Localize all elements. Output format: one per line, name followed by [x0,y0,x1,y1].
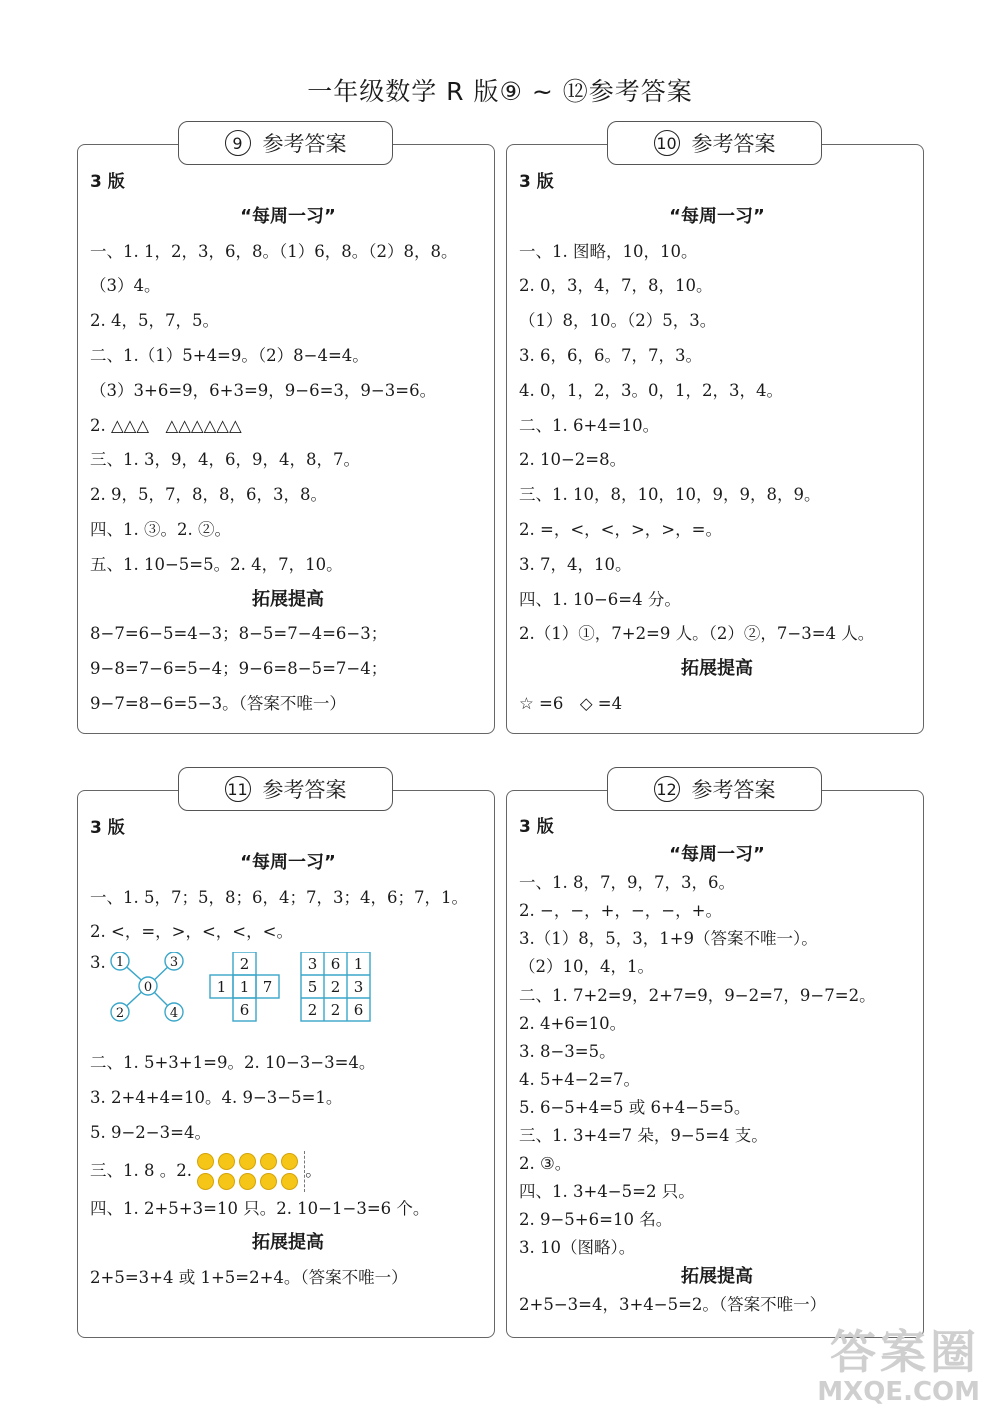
star-center: 0 [143,980,153,996]
dot [281,1173,298,1190]
answer-line: 3. 6，6，6。7，7，3。 [519,345,702,365]
answer-line: 2. ③。 [519,1154,572,1174]
answer-line: （3）4。 [90,276,161,296]
star-node: 3 [169,955,179,971]
cross-cell: 7 [262,978,273,997]
answer-panel-12 [506,790,924,1338]
answer-line: 3. 8−3=5。 [519,1041,616,1061]
answer-line: 二、1. 5+3+1=9。2. 10−3−3=4。 [90,1053,376,1073]
answer-line: 五、1. 10−5=5。2. 4，7，10。 [90,554,343,574]
answer-line: 四、1. 2+5+3=10 只。2. 10−1−3=6 个。 [90,1198,430,1218]
tab-label: 参考答案 [262,132,347,156]
panel-10-tab [607,121,822,165]
dot [260,1173,277,1190]
grid-cell: 2 [330,1001,341,1020]
section-heading: “每周一习” [669,844,765,866]
dot [197,1153,214,1170]
extension-heading: 拓展提高 [681,1265,753,1287]
watermark-logo [817,1326,980,1406]
panel-11-content [90,811,486,1296]
extension-heading: 拓展提高 [681,658,753,680]
grid-cell: 1 [353,955,364,974]
cross-cell: 1 [239,978,250,997]
edition-label: 3 版 [519,172,554,192]
circled-number-12: 12 [654,776,680,802]
grid-cell: 6 [330,955,341,974]
answer-line: 三、1. 10，8，10，10，9，9，8，9。 [519,485,821,505]
section-heading: “每周一习” [240,205,336,227]
answer-line: 2. −，−，+，−，−，+。 [519,901,722,921]
answer-line: 四、1. 10−6=4 分。 [519,589,681,609]
answer-line: 二、1. 7+2=9，2+7=9，9−2=7，9−7=2。 [519,985,876,1005]
star-node: 2 [115,1006,125,1022]
answer-line: 2. <，=，>，<，<，<。 [90,922,293,942]
edition-label: 3 版 [519,817,554,837]
watermark-text: 答案圈 [830,1325,980,1379]
answer-line: 5. 9−2−3=4。 [90,1122,211,1142]
answer-line [90,1151,486,1192]
number-puzzles [110,952,410,1040]
cross-cell: 6 [239,1001,250,1020]
answer-line: 5. 6−5+4=5 或 6+4−5=5。 [519,1097,751,1117]
answer-line: 3. 7，4，10。 [519,554,632,574]
cross-cell: 2 [239,955,250,974]
answer-line: 2+5−3=4，3+4−5=2。（答案不唯一） [519,1294,827,1314]
answer-line: 三、1. 3，9，4，6，9，4，8，7。 [90,450,360,470]
answer-line: 9−8=7−6=5−4；9−6=8−5=7−4； [90,659,388,679]
q3-label: 3. [90,953,106,973]
answer-line: 2+5=3+4 或 1+5=2+4。（答案不唯一） [90,1268,408,1288]
answer-line: 二、1. 6+4=10。 [519,415,660,435]
answer-line: （2）10，4，1。 [519,957,654,977]
answer-line: 2. 4，5，7，5。 [90,311,219,331]
answer-line: 四、1. ③。2. ②。 [90,519,231,539]
answer-line: 2. =，<，<，>，>，=。 [519,519,722,539]
dot [218,1173,235,1190]
q3-diagrams [90,952,486,1040]
answer-line: ☆ =6 ◇ =4 [519,693,623,713]
panel-9-content [90,165,486,722]
panel-9-tab [178,121,393,165]
panel-10-content [519,165,915,722]
panel-11-tab [178,767,393,811]
answer-panel-10 [506,144,924,734]
grid-cell: 3 [307,955,318,974]
dot [281,1153,298,1170]
extension-heading: 拓展提高 [252,1232,324,1254]
grid-cell: 2 [307,1001,318,1020]
answer-line: 3. 10（图略）。 [519,1238,636,1258]
answer-line: 2. 10−2=8。 [519,450,627,470]
page-title: 一年级数学 R 版⑨ ~ ⑫参考答案 [307,77,693,106]
answer-line: 2. 9−5+6=10 名。 [519,1210,673,1230]
edition-label: 3 版 [90,818,125,838]
answer-line: 二、1.（1）5+4=9。（2）8−4=4。 [90,345,369,365]
answer-line: （3）3+6=9，6+3=9，9−6=3，9−3=6。 [90,380,437,400]
tab-label: 参考答案 [262,778,347,802]
grid-cell: 2 [330,978,341,997]
panel-12-tab [607,767,822,811]
answer-line: 2. 9，5，7，8，8，6，3，8。 [90,485,327,505]
answer-line: 9−7=8−6=5−3。（答案不唯一） [90,693,346,713]
dot [218,1153,235,1170]
star-node: 4 [169,1006,179,1022]
circled-number-11: 11 [225,776,251,802]
dot [239,1153,256,1170]
answer-line: 4. 0，1，2，3。0，1，2，3，4。 [519,380,783,400]
watermark-url: MXQE.COM [817,1377,980,1407]
answer-line: 8−7=6−5=4−3；8−5=7−4=6−3； [90,624,388,644]
section-heading: “每周一习” [669,205,765,227]
answer-line: 四、1. 3+4−5=2 只。 [519,1182,695,1202]
answer-line: （1）8，10。（2）5，3。 [519,311,717,331]
tab-label: 参考答案 [691,132,776,156]
section-heading: “每周一习” [240,851,336,873]
dot [260,1153,277,1170]
answer-line: 4. 5+4−2=7。 [519,1069,640,1089]
edition-label: 3 版 [90,172,125,192]
answer-line: 2. △△△ △△△△△△ [90,415,242,435]
cross-cell: 1 [216,978,227,997]
answer-panel-9 [77,144,495,734]
answer-line: 一、1. 1，2，3，6，8。（1）6，8。（2）8，8。 [90,241,458,261]
panel-12-content [519,813,915,1319]
answer-line: 3. 2+4+4=10。4. 9−3−5=1。 [90,1087,343,1107]
grid-cell: 3 [353,978,364,997]
star-node: 1 [115,955,125,971]
answer-line: 一、1. 5，7；5，8；6，4；7，3；4，6；7，1。 [90,887,468,907]
san-end: 。 [305,1160,322,1180]
grid-cell: 5 [307,978,318,997]
answer-line: 3.（1）8，5，3，1+9（答案不唯一）。 [519,929,818,949]
san-label: 三、1. 8 。2. [90,1160,192,1180]
answer-line: 2. 0，3，4，7，8，10。 [519,276,713,296]
circled-number-9: 9 [225,130,251,156]
answer-line: 2. 4+6=10。 [519,1013,627,1033]
answer-line: 2.（1）①，7+2=9 人。（2）②，7−3=4 人。 [519,624,875,644]
dot [239,1173,256,1190]
extension-heading: 拓展提高 [252,588,324,610]
tab-label: 参考答案 [691,778,776,802]
circled-number-10: 10 [654,130,680,156]
answer-line: 一、1. 8，7，9，7，3，6。 [519,873,735,893]
dot-diagram [197,1151,305,1192]
dot [197,1173,214,1190]
answer-line: 一、1. 图略，10，10。 [519,241,698,261]
answer-panel-11 [77,790,495,1338]
grid-cell: 6 [353,1001,364,1020]
answer-line: 三、1. 3+4=7 朵，9−5=4 支。 [519,1126,768,1146]
